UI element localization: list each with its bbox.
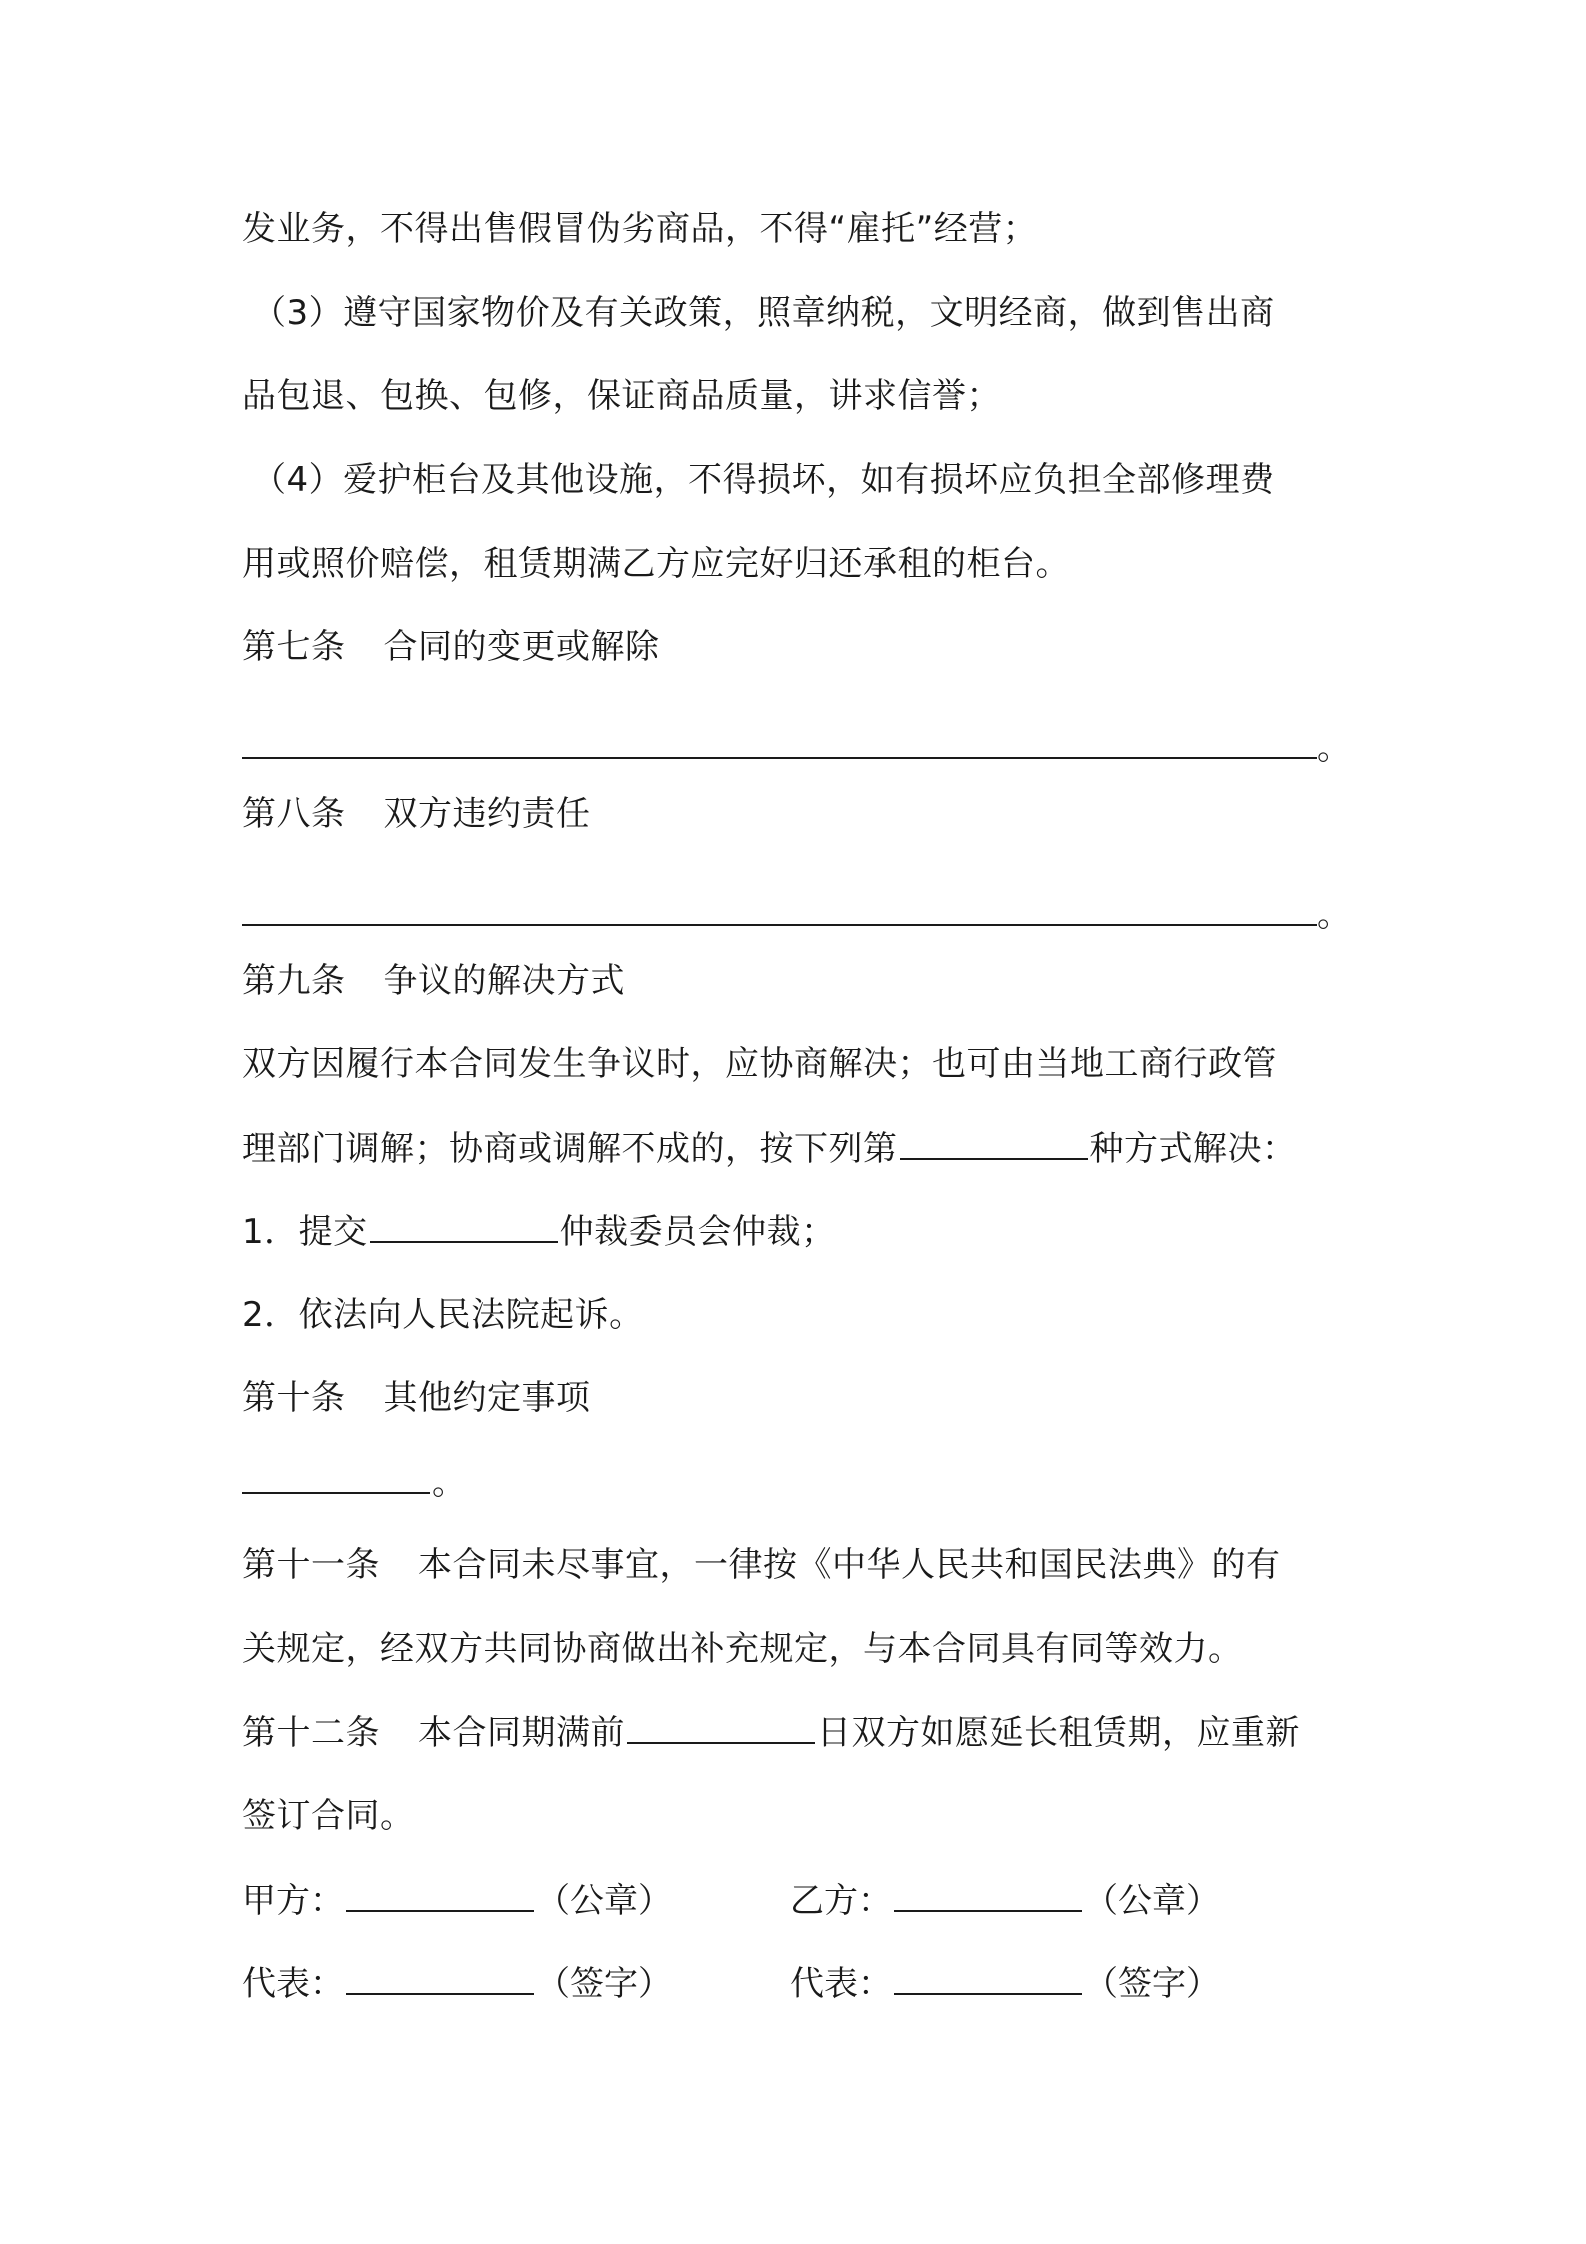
fill-blank[interactable]: [627, 1708, 815, 1744]
paragraph-line: 签订合同。: [242, 1796, 415, 1836]
fill-blank[interactable]: [242, 1458, 430, 1494]
article-9-heading: [242, 957, 1362, 1005]
paragraph-line: [242, 205, 1362, 253]
rep-a-sign-line: 代表： （签字）: [242, 1959, 672, 2008]
paragraph-line: 理部门调解；协商或调解不成的，按下列第 种方式解决：: [242, 1124, 1362, 1173]
paragraph-line: 关规定，经双方共同协商做出补充规定，与本合同具有同等效力。: [242, 1629, 1243, 1669]
article-number: 第七条: [242, 627, 346, 667]
fill-blank[interactable]: [900, 1124, 1088, 1160]
fill-blank[interactable]: [242, 723, 1317, 759]
fill-blank[interactable]: [242, 890, 1317, 926]
article-8-heading: [242, 790, 1362, 838]
paragraph-text: 双方因履行本合同发生争议时，应协商解决；也可由当地工商行政管: [242, 1044, 1277, 1084]
article-7-heading: [242, 623, 1362, 671]
article-title: 其他约定事项: [383, 1378, 591, 1418]
article-number: 第十条: [242, 1378, 346, 1418]
paragraph-text: （3）遵守国家物价及有关政策，照章纳税，文明经商，做到售出商: [252, 293, 1275, 333]
article-10-blank-line: 。: [242, 1458, 1362, 1507]
article-number: 第十二条: [242, 1713, 380, 1753]
article-title: 争议的解决方式: [383, 961, 625, 1001]
party-a-field[interactable]: [346, 1876, 534, 1912]
rep-b-field[interactable]: [894, 1959, 1082, 1995]
paragraph-text: 用或照价赔偿，租赁期满乙方应完好归还承租的柜台。: [242, 544, 1070, 584]
fill-blank[interactable]: [370, 1207, 558, 1243]
rep-b-sign-line: 代表： （签字）: [790, 1959, 1220, 2008]
article-7-blank-line: 。: [242, 723, 1362, 772]
article-number: 第九条: [242, 961, 346, 1001]
article-11: 第十一条 本合同未尽事宜，一律按《中华人民共和国民法典》的有: [242, 1545, 1281, 1585]
party-b-seal-line: 乙方： （公章）: [790, 1876, 1220, 1925]
article-10-heading: [242, 1374, 1362, 1422]
paragraph-line: [242, 540, 1362, 588]
paragraph-text: 品包退、包换、包修，保证商品质量，讲求信誉；: [242, 376, 1001, 416]
paragraph-text: （4）爱护柜台及其他设施，不得损坏，如有损坏应负担全部修理费: [252, 460, 1275, 500]
party-b-field[interactable]: [894, 1876, 1082, 1912]
paragraph-text: 发业务，不得出售假冒伪劣商品，不得“雇托”经营；: [242, 209, 1038, 249]
article-number: 第八条: [242, 794, 346, 834]
article-number: 第十一条: [242, 1545, 380, 1585]
paragraph-line: [242, 1040, 1362, 1088]
option-2: 2．依法向人民法院起诉。: [242, 1295, 644, 1335]
paragraph-line: [252, 289, 1372, 337]
party-a-seal-line: 甲方： （公章）: [242, 1876, 672, 1925]
rep-a-field[interactable]: [346, 1959, 534, 1995]
article-title: 双方违约责任: [383, 794, 591, 834]
paragraph-line: [242, 372, 1362, 420]
article-12: 第十二条 本合同期满前 日双方如愿延长租赁期，应重新: [242, 1708, 1362, 1757]
option-1: 1．提交 仲裁委员会仲裁；: [242, 1207, 1362, 1256]
article-8-blank-line: 。: [242, 890, 1362, 939]
paragraph-line: [252, 456, 1372, 504]
article-title: 合同的变更或解除: [383, 627, 660, 667]
